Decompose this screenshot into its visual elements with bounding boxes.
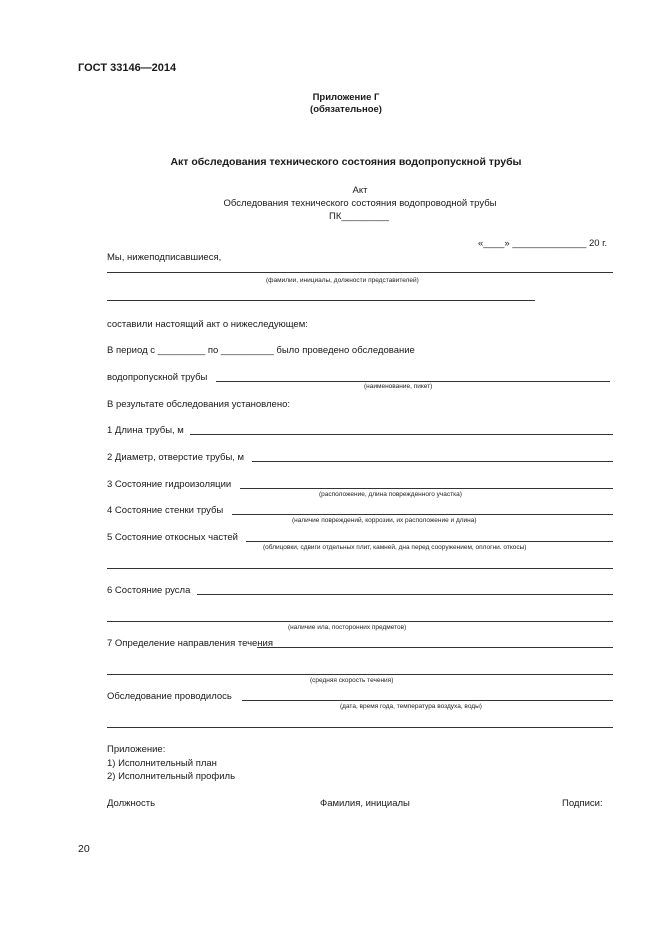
hint-item7: (средняя скорость течения) — [310, 677, 394, 684]
hint-culvert: (наименование, пикет) — [364, 383, 433, 390]
item1-label: 1 Длина трубы, м — [107, 425, 184, 436]
hint-conducted: (дата, время года, температура воздуха, воды) — [340, 703, 482, 710]
attachment-1: 1) Исполнительный план — [107, 758, 217, 769]
item5-line-2 — [107, 568, 613, 569]
culvert-line — [216, 381, 610, 382]
item4-line — [232, 514, 613, 515]
hint-item4: (наличие повреждений, коррозии, их расположение и длина) — [292, 517, 477, 524]
hint-names: (фамилии, инициалы, должности представителей) — [266, 277, 419, 284]
item7-line-2 — [107, 674, 613, 675]
item6-label: 6 Состояние русла — [107, 585, 191, 596]
result-label: В результате обследования установлено: — [107, 399, 291, 410]
hint-item6: (наличие ила, посторонних предметов) — [288, 624, 407, 631]
form-date: «____» ______________ 20 г. — [478, 238, 608, 249]
page-number: 20 — [78, 843, 90, 855]
item6-line-2 — [107, 621, 613, 622]
names-line — [107, 272, 613, 273]
hint-item3: (расположение, длина поврежденного участка) — [319, 491, 462, 498]
period-label: В период с _________ по __________ было проведено обследование — [107, 345, 415, 356]
hint-item5: (облицовки, сдвиги отдельных плит, камней, дна перед сооружением, оплогни. откосы) — [263, 544, 527, 551]
item5-line — [246, 541, 613, 542]
attachment-2: 2) Исполнительный профиль — [107, 771, 236, 782]
conducted-label: Обследование проводилось — [107, 691, 232, 702]
names-line-2 — [107, 300, 535, 301]
culvert-label: водопропускной трубы — [107, 372, 208, 383]
item7-line — [257, 647, 613, 648]
appendix-status: (обязательное) — [310, 104, 382, 115]
composed-label: составили настоящий акт о нижеследующем: — [107, 319, 308, 330]
item6-line — [197, 594, 613, 595]
undersigned-label: Мы, нижеподписавшиеся, — [107, 252, 222, 263]
item3-line — [240, 488, 613, 489]
conducted-line-2 — [107, 727, 613, 728]
item3-label: 3 Состояние гидроизоляции — [107, 479, 232, 490]
document-title: Акт обследования технического состояния водопропускной трубы — [170, 156, 522, 168]
sign-position: Должность — [107, 798, 156, 809]
form-pk: ПК_________ — [329, 211, 389, 222]
sign-name: Фамилия, инициалы — [320, 798, 410, 809]
form-heading-act: Акт — [352, 185, 368, 196]
item2-label: 2 Диаметр, отверстие трубы, м — [107, 452, 245, 463]
form-heading-subtitle: Обследования технического состояния водопроводной трубы — [223, 198, 497, 209]
conducted-line — [242, 700, 613, 701]
appendix-title: Приложение Г — [312, 92, 380, 103]
standard-number: ГОСТ 33146—2014 — [78, 62, 177, 74]
attachments-title: Приложение: — [107, 744, 166, 755]
item2-line — [252, 461, 613, 462]
item4-label: 4 Состояние стенки трубы — [107, 505, 224, 516]
item7-label: 7 Определение направления течения — [107, 638, 274, 649]
sign-signatures: Подписи: — [562, 798, 603, 809]
item1-line — [190, 434, 613, 435]
item5-label: 5 Состояние откосных частей — [107, 532, 238, 543]
